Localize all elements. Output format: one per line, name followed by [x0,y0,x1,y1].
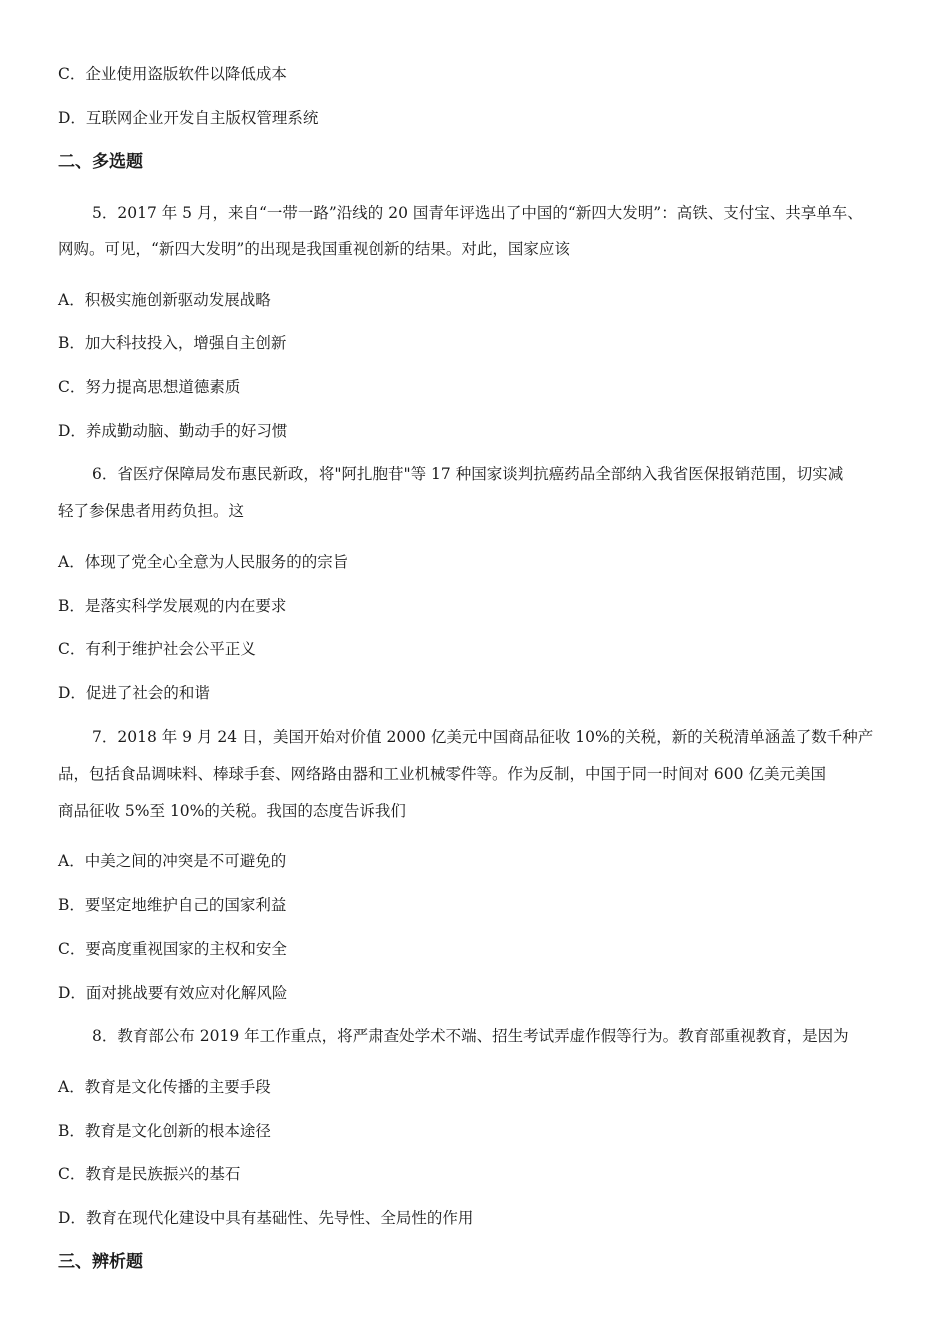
question-7-option-d: D．面对挑战要有效应对化解风险 [58,984,288,1002]
question-7-option-c: C．要高度重视国家的主权和安全 [58,940,287,958]
question-6-option-d: D．促进了社会的和谐 [58,684,210,702]
question-5-line-1: 5．2017 年 5 月，来自“一带一路”沿线的 20 国青年评选出了中国的“新四大发明”：高铁、支付宝、共享单车、 [92,204,863,222]
question-7-line-2: 品，包括食品调味料、棒球手套、网络路由器和工业机械零件等。作为反制，中国于同一时间对 600 亿美元美国 [58,765,826,783]
question-5-option-b: B．加大科技投入，增强自主创新 [58,334,287,352]
question-6-line-2: 轻了参保患者用药负担。这 [58,502,245,520]
question-6-option-a: A．体现了党全心全意为人民服务的的宗旨 [58,553,349,571]
question-7-line-3: 商品征收 5%至 10%的关税。我国的态度告诉我们 [58,802,406,820]
option-c-prev: C．企业使用盗版软件以降低成本 [58,65,287,83]
question-7-option-a: A．中美之间的冲突是不可避免的 [58,852,287,870]
question-8-option-c: C．教育是民族振兴的基石 [58,1165,241,1183]
question-7-option-b: B．要坚定地维护自己的国家利益 [58,896,287,914]
question-8-option-b: B．教育是文化创新的根本途径 [58,1122,271,1140]
question-5-line-2: 网购。可见，“新四大发明”的出现是我国重视创新的结果。对此，国家应该 [58,240,570,258]
question-6-option-c: C．有利于维护社会公平正义 [58,640,256,658]
question-5-option-c: C．努力提高思想道德素质 [58,378,241,396]
option-d-prev: D．互联网企业开发自主版权管理系统 [58,109,319,127]
section-title-multiple-choice: 二、多选题 [58,152,143,172]
question-7-line-1: 7．2018 年 9 月 24 日，美国开始对价值 2000 亿美元中国商品征收 10%的关税，新的关税清单涵盖了数千种产 [92,728,874,746]
question-8-option-d: D．教育在现代化建设中具有基础性、先导性、全局性的作用 [58,1209,474,1227]
question-8-option-a: A．教育是文化传播的主要手段 [58,1078,271,1096]
question-5-option-a: A．积极实施创新驱动发展战略 [58,291,271,309]
section-title-analysis: 三、辨析题 [58,1252,143,1272]
question-6-option-b: B．是落实科学发展观的内在要求 [58,597,287,615]
question-8-line-1: 8．教育部公布 2019 年工作重点，将严肃查处学术不端、招生考试弄虚作假等行为。教育部重视教育，是因为 [92,1027,849,1045]
question-5-option-d: D．养成勤动脑、勤动手的好习惯 [58,422,288,440]
question-6-line-1: 6．省医疗保障局发布惠民新政，将"阿扎胞苷"等 17 种国家谈判抗癌药品全部纳入我省医保报销范围，切实减 [92,465,844,483]
